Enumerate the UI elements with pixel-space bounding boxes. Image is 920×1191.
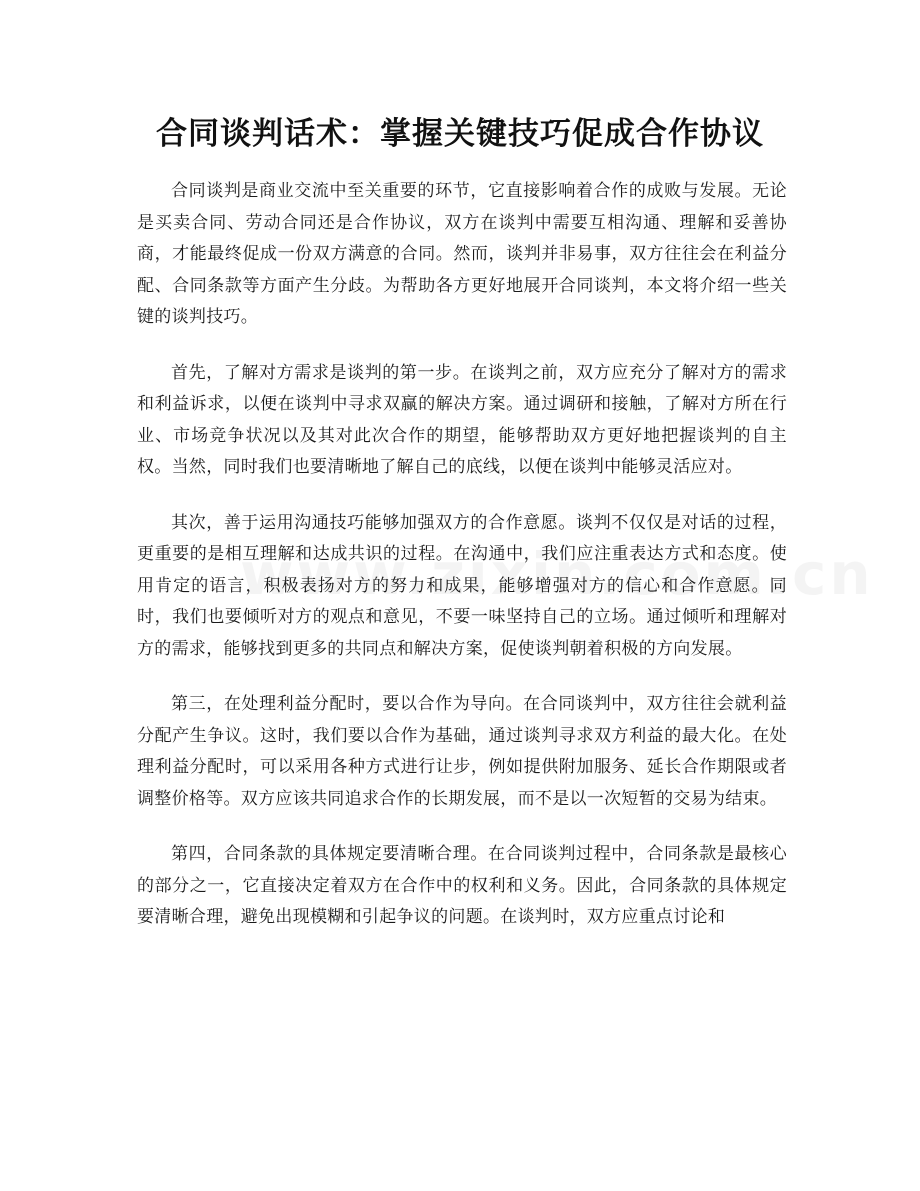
document-title: 合同谈判话术：掌握关键技巧促成合作协议 bbox=[156, 116, 764, 152]
paragraph-fourth: 第四，合同条款的具体规定要清晰合理。在合同谈判过程中，合同条款是最核心的部分之一，它直接决定着双方在合作中的权利和义务。因此，合同条款的具体规定要清晰合理，避免出现模糊和引起争议的问题。在谈判时，双方应重点讨论和 bbox=[137, 844, 787, 927]
paragraph-second: 其次，善于运用沟通技巧能够加强双方的合作意愿。谈判不仅仅是对话的过程，更重要的是相互理解和达成共识的过程。在沟通中，我们应注重表达方式和态度。使用肯定的语言，积极表扬对方的努力和成果，能够增强对方的信心和合作意愿。同时，我们也要倾听对方的观点和意见，不要一味坚持自己的立场。通过倾听和理解对方的需求，能够找到更多的共同点和解决方案，促使谈判朝着积极的方向发展。 bbox=[137, 512, 787, 659]
paragraph-first: 首先，了解对方需求是谈判的第一步。在谈判之前，双方应充分了解对方的需求和利益诉求，以便在谈判中寻求双赢的解决方案。通过调研和接触，了解对方所在行业、市场竞争状况以及其对此次合作的期望，能够帮助双方更好地把握谈判的自主权。当然，同时我们也要清晰地了解自己的底线，以便在谈判中能够灵活应对。 bbox=[137, 362, 787, 477]
paragraph-third: 第三，在处理利益分配时，要以合作为导向。在合同谈判中，双方往往会就利益分配产生争议。这时，我们要以合作为基础，通过谈判寻求双方利益的最大化。在处理利益分配时，可以采用各种方式进行让步，例如提供附加服务、延长合作期限或者调整价格等。双方应该共同追求合作的长期发展，而不是以一次短暂的交易为结束。 bbox=[137, 694, 787, 809]
document-body bbox=[137, 176, 787, 958]
paragraph-intro: 合同谈判是商业交流中至关重要的环节，它直接影响着合作的成败与发展。无论是买卖合同、劳动合同还是合作协议，双方在谈判中需要互相沟通、理解和妥善协商，才能最终促成一份双方满意的合同。然而，谈判并非易事，双方往往会在利益分配、合同条款等方面产生分歧。为帮助各方更好地展开合同谈判，本文将介绍一些关键的谈判技巧。 bbox=[137, 181, 787, 327]
